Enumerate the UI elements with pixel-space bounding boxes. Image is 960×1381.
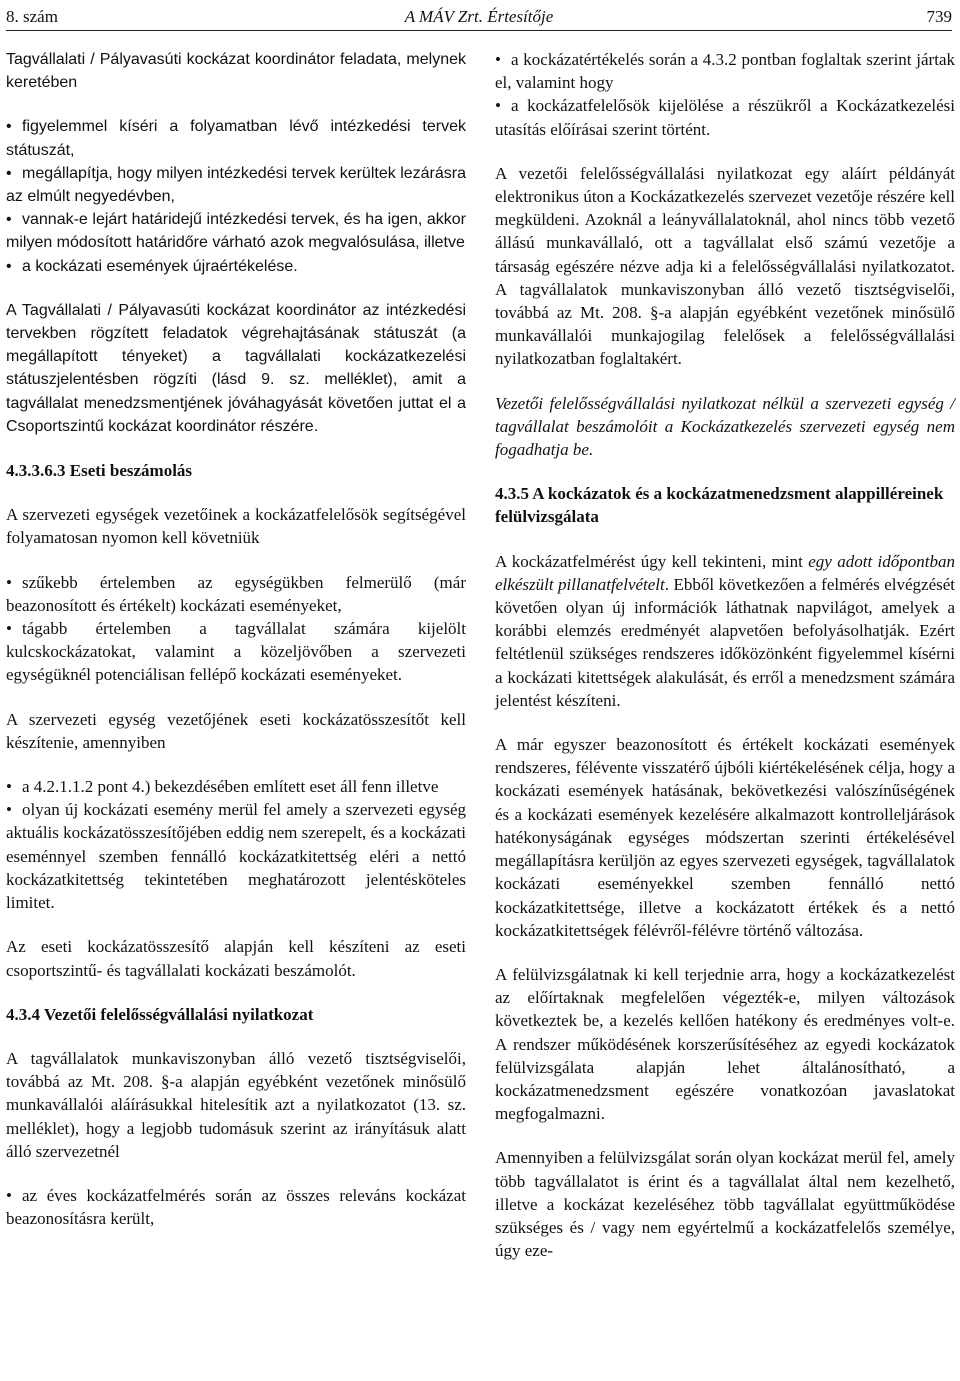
section-heading: 4.3.4 Vezetői felelősségvállalási nyilatkozat	[6, 1004, 314, 1024]
list-item: • a kockázatértékelés során a 4.3.2 pontban foglaltak szerint jártak el, valamint hogy	[495, 50, 955, 93]
paragraph: A szervezeti egység vezetőjének eseti kockázatösszesítőt kell készítenie, amennyiben	[6, 709, 466, 752]
paragraph: A Tagvállalati / Pályavasúti kockázat koordinátor az intézkedési tervekben rögzített feladatok végrehajtásának státuszát (a megállapított tényeket) a tagvállalati kockázatkezelési státuszjelentésben rögzíti (lásd 9. sz. melléklet), amit a tagvállalat menedzsmentjének jóváhagyását követően juttat el a Csoportszintű kockázat koordinátor részére.	[6, 301, 466, 435]
section-heading: 4.3.3.6.3 Eseti beszámolás	[6, 461, 193, 481]
left-column	[6, 48, 466, 1230]
paragraph: A felülvizsgálatnak ki kell terjednie arra, hogy a kockázatkezelést az előírtaknak megfelelően végezték-e, milyen változások következtek be, a kezelés kellően hatékony és eredményes volt-e. A rendszer működésének korszerűsítéséhez az egyedi kockázatok felülvizsgálata alapján lehet általánosítható, a kockázatmenedzsment egészére vonatkozóan javaslatokat megfogalmazni.	[495, 964, 955, 1124]
bullet-list	[6, 571, 466, 687]
bullet-icon: •	[495, 96, 501, 116]
paragraph: Amennyiben a felülvizsgálat során olyan kockázat merül fel, amely több tagvállalatot is érint és a tagvállalat által nem kezelhető, illetve a kockázat kezeléséhez több tagvállalat együttműködése szükséges és / vagy nem egyértelmű a kockázatfelelős személye, úgy eze-	[495, 1148, 955, 1261]
paragraph: A már egyszer beazonosított és értékelt kockázati események rendszeres, félévente visszatérő újbóli kiértékelésének célja, hogy a kockázati események hatásának, bekövetkezési valószínűségének és a kockázati események kezelésére alkalmazott kontrolleljárások hatékonyságának egységes módszertan szerinti értékelésével megállapításra kerüljön az egyes szervezeti egységek, tagvállalatok kockázati eseményekkel szemben fennálló nettó kockázatkitettsége, illetve a kockázatott értékek és a nettó kockázatkitettségek félévről-félévre történő változása.	[495, 735, 955, 940]
bullet-icon: •	[6, 164, 12, 182]
list-item: • szűkebb értelemben az egységükben felmerülő (már beazonosított és értékelt) kockázati eseményeket,	[6, 572, 466, 615]
emphasis: egy adott időpontban elkészült pillanatfelvételt	[495, 551, 955, 594]
bullet-icon: •	[6, 1185, 12, 1205]
list-item: • figyelemmel kíséri a folyamatban lévő intézkedési tervek státuszát,	[6, 115, 466, 161]
list-item: • a kockázatfelelősök kijelölése a részükről a Kockázatkezelési utasítás előírásai szerint történt.	[495, 96, 955, 139]
italic-paragraph: Vezetői felelősségvállalási nyilatkozat nélkül a szervezeti egység / tagvállalat beszámolóit a Kockázatkezelés szervezeti egység nem fogadhatja be.	[495, 393, 955, 460]
bullet-list	[6, 1184, 466, 1230]
right-column	[495, 48, 955, 1262]
bullet-icon: •	[6, 118, 12, 136]
list-item: • megállapítja, hogy milyen intézkedési tervek kerültek lezárásra az elmúlt negyedévben,	[6, 162, 466, 208]
bullet-list	[6, 115, 466, 277]
bullet-icon: •	[6, 777, 12, 797]
bullet-icon: •	[495, 50, 501, 69]
bullet-list	[495, 48, 955, 141]
bullet-icon: •	[6, 257, 12, 275]
list-item: • a kockázati események újraértékelése.	[6, 255, 466, 278]
paragraph: A tagvállalatok munkaviszonyban álló vezető tisztségviselői, továbbá az Mt. 208. §-a alapján egyébként vezetőnek minősülő munkavállalói aláírásukkal hitelesítik azt a nyilatkozatot (13. sz. melléklet), hogy a legjobb tudomásuk szerint az irányításuk alatt álló szervezetnél	[6, 1048, 466, 1161]
list-item: • tágabb értelemben a tagvállalat számára kijelölt kulcskockázatokat, valamint a közeljövőben a szervezeti egységüknél potenciálisan fellépő kockázati eseményeket.	[6, 619, 466, 685]
issue-number: 8. szám	[6, 7, 58, 26]
list-item: • a 4.2.1.1.2 pont 4.) bekezdésében említett eset áll fenn illetve	[6, 775, 466, 798]
paragraph: A szervezeti egységek vezetőinek a kockázatfelelősök segítségével folyamatosan nyomon kell követniük	[6, 505, 466, 548]
paragraph: A kockázatfelmérést úgy kell tekinteni, mint egy adott időpontban elkészült pillanatfelvételt. Ebből következően a felmérés elvégzését követően olyan új információk láthatnak napvilágot, amelyek a korábbi elemzés eredményét alapvetően befolyásolhatják. Ezért feltétlenül szükséges rendszeres időközönként figyelemmel kísérni a kockázati kitettségek alakulását, és erről a menedzsment számára jelentést készíteni.	[495, 551, 955, 710]
list-item: • vannak-e lejárt határidejű intézkedési tervek, és ha igen, akkor milyen módosított határidőre várható azok megvalósulása, illetve	[6, 208, 466, 254]
bullet-icon: •	[6, 211, 12, 229]
bullet-list	[6, 775, 466, 914]
list-item: • olyan új kockázati esemény merül fel amely a szervezeti egység aktuális kockázatösszesítőjében eddig nem szerepelt, és a kockázati eseménnyel szemben fennálló kockázatkitettség eléri a nettó kockázatkitettség tekintetében meghatározott jelentésköteles limitet.	[6, 800, 466, 913]
page-number: 739	[926, 7, 952, 26]
paragraph: Tagvállalati / Pályavasúti kockázat koordinátor feladata, melynek keretében	[6, 51, 466, 92]
list-item: • az éves kockázatfelmérés során az összes releváns kockázat beazonosításra került,	[6, 1185, 466, 1229]
paragraph: Az eseti kockázatösszesítő alapján kell készíteni az eseti csoportszintű- és tagvállalati kockázati beszámolót.	[6, 937, 466, 980]
paragraph: A vezetői felelősségvállalási nyilatkozat egy aláírt példányát elektronikus úton a Kockázatkezelés szervezet vezetője részére kell megküldeni. Azoknál a leányvállalatoknál, ahol nincs több vezető állású munkavállaló, ott a tagvállalat első számú vezetője a társaság egészére nézve adja ki a felelősségvállalási nyilatkozatot. A tagvállalatok munkaviszonyban álló vezető tisztségviselői, továbbá az Mt. 208. §-a alapján egyébként vezetőnek minősülő munkavállalói munkajogilag felelősek a felelősségvállalási nyilatkozatban foglaltakért.	[495, 163, 955, 369]
bullet-icon: •	[6, 619, 12, 639]
page-header	[6, 6, 952, 31]
bullet-icon: •	[6, 800, 12, 820]
journal-title: A MÁV Zrt. Értesítője	[404, 7, 554, 26]
section-heading: 4.3.5 A kockázatok és a kockázatmenedzsment alappilléreinek felülvizsgálata	[495, 484, 944, 527]
bullet-icon: •	[6, 572, 12, 592]
